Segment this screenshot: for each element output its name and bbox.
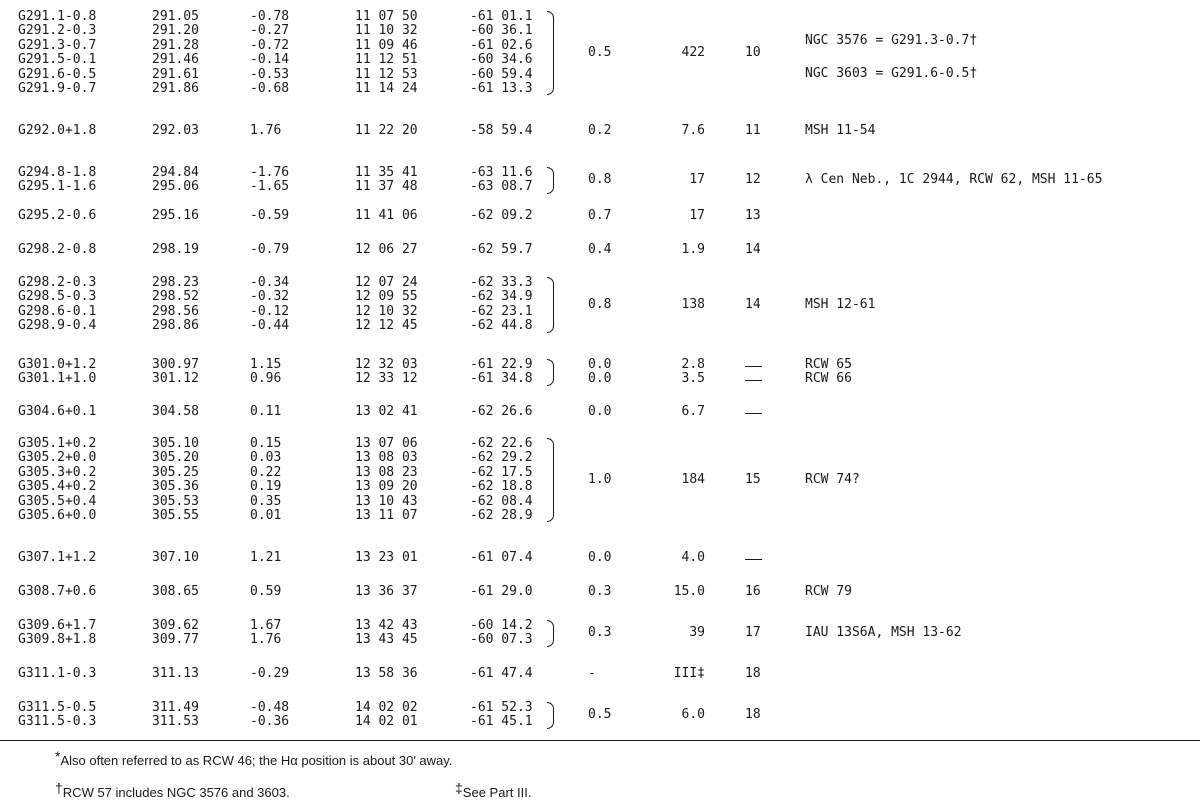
table-group bbox=[0, 585, 1200, 599]
reference: 10 bbox=[745, 45, 761, 60]
galactic-longitude: 291.05 bbox=[152, 9, 199, 24]
declination: -62 09.2 bbox=[470, 208, 533, 223]
galactic-latitude: -0.12 bbox=[250, 303, 290, 319]
remark: RCW 79 bbox=[805, 584, 852, 599]
footnote-dagger bbox=[55, 780, 290, 800]
flux-density: 422 bbox=[681, 45, 705, 60]
table-group bbox=[0, 166, 1200, 195]
angular-size: 0.0 bbox=[588, 357, 612, 372]
angular-size: 0.7 bbox=[588, 208, 612, 223]
galactic-longitude: 305.10 bbox=[152, 436, 199, 451]
galactic-latitude: -0.78 bbox=[250, 9, 290, 24]
group-brace bbox=[547, 702, 554, 729]
footnote-asterisk-text: Also often referred to as RCW 46; the Hα position is about 30′ away. bbox=[60, 753, 453, 768]
flux-density: 15.0 bbox=[673, 584, 705, 599]
flux-density: III‡ bbox=[673, 666, 705, 681]
source-name: G305.4+0.2 bbox=[18, 479, 97, 495]
declination: -62 44.8 bbox=[470, 318, 533, 334]
right-ascension: 11 41 06 bbox=[355, 208, 418, 223]
angular-size: 0.8 bbox=[588, 297, 612, 312]
source-name: G307.1+1.2 bbox=[18, 550, 97, 565]
declination: -61 34.8 bbox=[470, 371, 533, 387]
galactic-latitude: 0.15 bbox=[250, 436, 282, 451]
table-group bbox=[0, 551, 1200, 565]
galactic-longitude: 291.46 bbox=[152, 52, 199, 68]
declination: -62 18.8 bbox=[470, 479, 533, 495]
source-name: G305.6+0.0 bbox=[18, 507, 97, 523]
galactic-longitude: 311.49 bbox=[152, 700, 199, 715]
table-row bbox=[0, 24, 1200, 38]
right-ascension: 13 08 03 bbox=[355, 450, 418, 466]
table-row bbox=[0, 82, 1200, 96]
galactic-latitude: -0.68 bbox=[250, 80, 290, 96]
galactic-latitude: 0.96 bbox=[250, 371, 282, 387]
flux-density: 1.9 bbox=[681, 242, 705, 257]
flux-density: 138 bbox=[681, 297, 705, 312]
galactic-longitude: 308.65 bbox=[152, 584, 199, 599]
galactic-latitude: -0.27 bbox=[250, 23, 290, 39]
galactic-latitude: 0.22 bbox=[250, 464, 282, 480]
galactic-longitude: 291.20 bbox=[152, 23, 199, 39]
declination: -61 22.9 bbox=[470, 357, 533, 372]
remark: MSH 12-61 bbox=[805, 297, 876, 312]
reference-dash bbox=[745, 366, 762, 367]
table-row bbox=[0, 319, 1200, 333]
table-group bbox=[0, 701, 1200, 730]
galactic-latitude: 0.01 bbox=[250, 507, 282, 523]
table-group bbox=[0, 10, 1200, 96]
table-row bbox=[0, 437, 1200, 451]
right-ascension: 11 12 51 bbox=[355, 52, 418, 68]
declination: -60 34.6 bbox=[470, 52, 533, 68]
galactic-longitude: 305.20 bbox=[152, 450, 199, 466]
source-name: G292.0+1.8 bbox=[18, 123, 97, 138]
reference: 13 bbox=[745, 208, 761, 223]
right-ascension: 12 09 55 bbox=[355, 289, 418, 305]
reference: 17 bbox=[745, 625, 761, 640]
declination: -61 45.1 bbox=[470, 714, 533, 730]
remark: RCW 74? bbox=[805, 472, 860, 487]
galactic-longitude: 305.53 bbox=[152, 493, 199, 509]
right-ascension: 14 02 01 bbox=[355, 714, 418, 730]
source-name: G305.1+0.2 bbox=[18, 436, 97, 451]
reference: 11 bbox=[745, 123, 761, 138]
right-ascension: 13 42 43 bbox=[355, 618, 418, 633]
footnote-double-dagger bbox=[455, 780, 532, 800]
reference: 15 bbox=[745, 472, 761, 487]
galactic-longitude: 291.61 bbox=[152, 66, 199, 82]
declination: -62 26.6 bbox=[470, 404, 533, 419]
table-row bbox=[0, 509, 1200, 523]
declination: -61 13.3 bbox=[470, 80, 533, 96]
table-row bbox=[0, 10, 1200, 24]
right-ascension: 11 35 41 bbox=[355, 165, 418, 180]
right-ascension: 12 33 12 bbox=[355, 371, 418, 387]
galactic-longitude: 305.36 bbox=[152, 479, 199, 495]
galactic-latitude: -0.36 bbox=[250, 714, 290, 730]
reference: 14 bbox=[745, 242, 761, 257]
table-group bbox=[0, 405, 1200, 419]
angular-size: 0.3 bbox=[588, 625, 612, 640]
galactic-latitude: -0.29 bbox=[250, 666, 290, 681]
table-group bbox=[0, 124, 1200, 138]
galactic-latitude: -0.72 bbox=[250, 37, 290, 53]
right-ascension: 11 14 24 bbox=[355, 80, 418, 96]
right-ascension: 13 58 36 bbox=[355, 666, 418, 681]
double-dagger-mark: ‡ bbox=[455, 780, 463, 796]
galactic-longitude: 301.12 bbox=[152, 371, 199, 387]
galactic-latitude: 1.76 bbox=[250, 632, 282, 648]
right-ascension: 13 11 07 bbox=[355, 507, 418, 523]
galactic-latitude: 1.21 bbox=[250, 550, 282, 565]
reference-dash bbox=[745, 413, 762, 414]
flux-density: 17 bbox=[689, 172, 705, 187]
galactic-longitude: 298.86 bbox=[152, 318, 199, 334]
source-name: G311.1-0.3 bbox=[18, 666, 97, 681]
table-group bbox=[0, 276, 1200, 334]
angular-size: 0.4 bbox=[588, 242, 612, 257]
angular-size: 0.0 bbox=[588, 550, 612, 565]
table-group bbox=[0, 667, 1200, 681]
source-name: G308.7+0.6 bbox=[18, 584, 97, 599]
right-ascension: 12 12 45 bbox=[355, 318, 418, 334]
galactic-latitude: 0.35 bbox=[250, 493, 282, 509]
remark: NGC 3576 = G291.3-0.7† bbox=[805, 33, 978, 48]
right-ascension: 13 43 45 bbox=[355, 632, 418, 648]
source-name: G309.8+1.8 bbox=[18, 632, 97, 648]
source-name: G301.1+1.0 bbox=[18, 371, 97, 387]
right-ascension: 11 10 32 bbox=[355, 23, 418, 39]
right-ascension: 14 02 02 bbox=[355, 700, 418, 715]
galactic-latitude: -1.76 bbox=[250, 165, 290, 180]
source-name: G305.3+0.2 bbox=[18, 464, 97, 480]
source-name: G298.5-0.3 bbox=[18, 289, 97, 305]
galactic-longitude: 311.53 bbox=[152, 714, 199, 730]
source-name: G295.1-1.6 bbox=[18, 179, 97, 195]
right-ascension: 12 32 03 bbox=[355, 357, 418, 372]
asterisk-mark: * bbox=[55, 748, 61, 764]
flux-density: 2.8 bbox=[681, 357, 705, 372]
source-name: G295.2-0.6 bbox=[18, 208, 97, 223]
galactic-latitude: -0.32 bbox=[250, 289, 290, 305]
flux-density: 39 bbox=[689, 625, 705, 640]
reference: 14 bbox=[745, 297, 761, 312]
flux-density: 6.7 bbox=[681, 404, 705, 419]
galactic-longitude: 309.77 bbox=[152, 632, 199, 648]
source-name: G301.0+1.2 bbox=[18, 357, 97, 372]
galactic-longitude: 295.06 bbox=[152, 179, 199, 195]
table-row bbox=[0, 358, 1200, 372]
table-row bbox=[0, 495, 1200, 509]
right-ascension: 12 06 27 bbox=[355, 242, 418, 257]
galactic-latitude: 0.03 bbox=[250, 450, 282, 466]
source-name: G311.5-0.3 bbox=[18, 714, 97, 730]
source-name: G291.2-0.3 bbox=[18, 23, 97, 39]
right-ascension: 11 09 46 bbox=[355, 37, 418, 53]
galactic-longitude: 309.62 bbox=[152, 618, 199, 633]
declination: -62 23.1 bbox=[470, 303, 533, 319]
table-row bbox=[0, 451, 1200, 465]
flux-density: 6.0 bbox=[681, 707, 705, 722]
source-name: G298.2-0.3 bbox=[18, 275, 97, 290]
galactic-latitude: 0.11 bbox=[250, 404, 282, 419]
flux-density: 4.0 bbox=[681, 550, 705, 565]
galactic-longitude: 294.84 bbox=[152, 165, 199, 180]
angular-size: 0.5 bbox=[588, 707, 612, 722]
angular-size: 0.3 bbox=[588, 584, 612, 599]
declination: -62 22.6 bbox=[470, 436, 533, 451]
reference-dash bbox=[745, 380, 762, 381]
reference: 16 bbox=[745, 584, 761, 599]
right-ascension: 11 07 50 bbox=[355, 9, 418, 24]
declination: -62 59.7 bbox=[470, 242, 533, 257]
declination: -60 14.2 bbox=[470, 618, 533, 633]
right-ascension: 13 08 23 bbox=[355, 464, 418, 480]
galactic-latitude: -0.79 bbox=[250, 242, 290, 257]
right-ascension: 13 10 43 bbox=[355, 493, 418, 509]
source-name: G294.8-1.8 bbox=[18, 165, 97, 180]
declination: -60 36.1 bbox=[470, 23, 533, 39]
galactic-longitude: 307.10 bbox=[152, 550, 199, 565]
table-group bbox=[0, 619, 1200, 648]
source-name: G291.5-0.1 bbox=[18, 52, 97, 68]
angular-size: 0.2 bbox=[588, 123, 612, 138]
reference: 18 bbox=[745, 707, 761, 722]
remark: RCW 66 bbox=[805, 371, 852, 387]
declination: -61 01.1 bbox=[470, 9, 533, 24]
right-ascension: 11 22 20 bbox=[355, 123, 418, 138]
group-brace bbox=[547, 277, 554, 333]
declination: -60 07.3 bbox=[470, 632, 533, 648]
declination: -61 02.6 bbox=[470, 37, 533, 53]
right-ascension: 13 02 41 bbox=[355, 404, 418, 419]
right-ascension: 13 07 06 bbox=[355, 436, 418, 451]
declination: -58 59.4 bbox=[470, 123, 533, 138]
source-name: G298.6-0.1 bbox=[18, 303, 97, 319]
footnote-asterisk bbox=[55, 748, 453, 768]
angular-size: - bbox=[588, 666, 596, 681]
declination: -62 28.9 bbox=[470, 507, 533, 523]
remark: IAU 13S6A, MSH 13-62 bbox=[805, 625, 962, 640]
group-brace bbox=[547, 11, 554, 95]
table-group bbox=[0, 437, 1200, 523]
table-group bbox=[0, 209, 1200, 223]
angular-size: 0.0 bbox=[588, 404, 612, 419]
galactic-longitude: 298.23 bbox=[152, 275, 199, 290]
source-name: G311.5-0.5 bbox=[18, 700, 97, 715]
dagger-mark: † bbox=[55, 780, 63, 796]
right-ascension: 13 36 37 bbox=[355, 584, 418, 599]
galactic-latitude: 1.67 bbox=[250, 618, 282, 633]
galactic-latitude: -0.48 bbox=[250, 700, 290, 715]
source-name: G305.5+0.4 bbox=[18, 493, 97, 509]
galactic-longitude: 295.16 bbox=[152, 208, 199, 223]
galactic-longitude: 305.55 bbox=[152, 507, 199, 523]
flux-density: 7.6 bbox=[681, 123, 705, 138]
right-ascension: 13 23 01 bbox=[355, 550, 418, 565]
galactic-longitude: 291.86 bbox=[152, 80, 199, 96]
galactic-longitude: 298.19 bbox=[152, 242, 199, 257]
table-row bbox=[0, 276, 1200, 290]
galactic-latitude: -0.53 bbox=[250, 66, 290, 82]
table-group bbox=[0, 358, 1200, 387]
remark: λ Cen Neb., 1C 2944, RCW 62, MSH 11-65 bbox=[805, 172, 1103, 187]
galactic-latitude: -0.34 bbox=[250, 275, 290, 290]
group-brace bbox=[547, 167, 554, 194]
galactic-longitude: 291.28 bbox=[152, 37, 199, 53]
declination: -61 07.4 bbox=[470, 550, 533, 565]
source-name: G298.9-0.4 bbox=[18, 318, 97, 334]
declination: -61 29.0 bbox=[470, 584, 533, 599]
source-name: G291.6-0.5 bbox=[18, 66, 97, 82]
galactic-longitude: 298.52 bbox=[152, 289, 199, 305]
table-group bbox=[0, 243, 1200, 257]
declination: -62 08.4 bbox=[470, 493, 533, 509]
right-ascension: 12 10 32 bbox=[355, 303, 418, 319]
galactic-latitude: 1.15 bbox=[250, 357, 282, 372]
right-ascension: 11 37 48 bbox=[355, 179, 418, 195]
table-row bbox=[0, 667, 1200, 681]
galactic-latitude: -1.65 bbox=[250, 179, 290, 195]
source-name: G291.9-0.7 bbox=[18, 80, 97, 96]
declination: -62 34.9 bbox=[470, 289, 533, 305]
angular-size: 0.0 bbox=[588, 371, 612, 387]
angular-size: 1.0 bbox=[588, 472, 612, 487]
galactic-latitude: 0.19 bbox=[250, 479, 282, 495]
source-name: G304.6+0.1 bbox=[18, 404, 97, 419]
remark: NGC 3603 = G291.6-0.5† bbox=[805, 66, 978, 81]
source-name: G309.6+1.7 bbox=[18, 618, 97, 633]
flux-density: 184 bbox=[681, 472, 705, 487]
source-name: G291.3-0.7 bbox=[18, 37, 97, 53]
flux-density: 17 bbox=[689, 208, 705, 223]
declination: -63 08.7 bbox=[470, 179, 533, 195]
declination: -61 47.4 bbox=[470, 666, 533, 681]
footnote-dagger-text: RCW 57 includes NGC 3576 and 3603. bbox=[62, 785, 290, 800]
galactic-longitude: 304.58 bbox=[152, 404, 199, 419]
reference: 18 bbox=[745, 666, 761, 681]
galactic-longitude: 292.03 bbox=[152, 123, 199, 138]
galactic-latitude: -0.14 bbox=[250, 52, 290, 68]
group-brace bbox=[547, 438, 554, 522]
footnote-rule bbox=[0, 740, 1200, 741]
galactic-latitude: -0.44 bbox=[250, 318, 290, 334]
group-brace bbox=[547, 359, 554, 386]
right-ascension: 12 07 24 bbox=[355, 275, 418, 290]
declination: -60 59.4 bbox=[470, 66, 533, 82]
galactic-longitude: 300.97 bbox=[152, 357, 199, 372]
source-name: G291.1-0.8 bbox=[18, 9, 97, 24]
remark: MSH 11-54 bbox=[805, 123, 876, 138]
angular-size: 0.8 bbox=[588, 172, 612, 187]
flux-density: 3.5 bbox=[681, 371, 705, 387]
reference-dash bbox=[745, 559, 762, 560]
galactic-latitude: 0.59 bbox=[250, 584, 282, 599]
galactic-longitude: 311.13 bbox=[152, 666, 199, 681]
remark: RCW 65 bbox=[805, 357, 852, 372]
galactic-latitude: 1.76 bbox=[250, 123, 282, 138]
declination: -62 17.5 bbox=[470, 464, 533, 480]
group-brace bbox=[547, 620, 554, 647]
right-ascension: 11 12 53 bbox=[355, 66, 418, 82]
galactic-longitude: 305.25 bbox=[152, 464, 199, 480]
footnote-double-dagger-text: See Part III. bbox=[462, 785, 532, 800]
declination: -62 33.3 bbox=[470, 275, 533, 290]
right-ascension: 13 09 20 bbox=[355, 479, 418, 495]
angular-size: 0.5 bbox=[588, 45, 612, 60]
table-row bbox=[0, 372, 1200, 386]
table-row bbox=[0, 68, 1200, 82]
reference: 12 bbox=[745, 172, 761, 187]
declination: -63 11.6 bbox=[470, 165, 533, 180]
source-name: G298.2-0.8 bbox=[18, 242, 97, 257]
source-name: G305.2+0.0 bbox=[18, 450, 97, 466]
galactic-longitude: 298.56 bbox=[152, 303, 199, 319]
galactic-latitude: -0.59 bbox=[250, 208, 290, 223]
declination: -62 29.2 bbox=[470, 450, 533, 466]
declination: -61 52.3 bbox=[470, 700, 533, 715]
